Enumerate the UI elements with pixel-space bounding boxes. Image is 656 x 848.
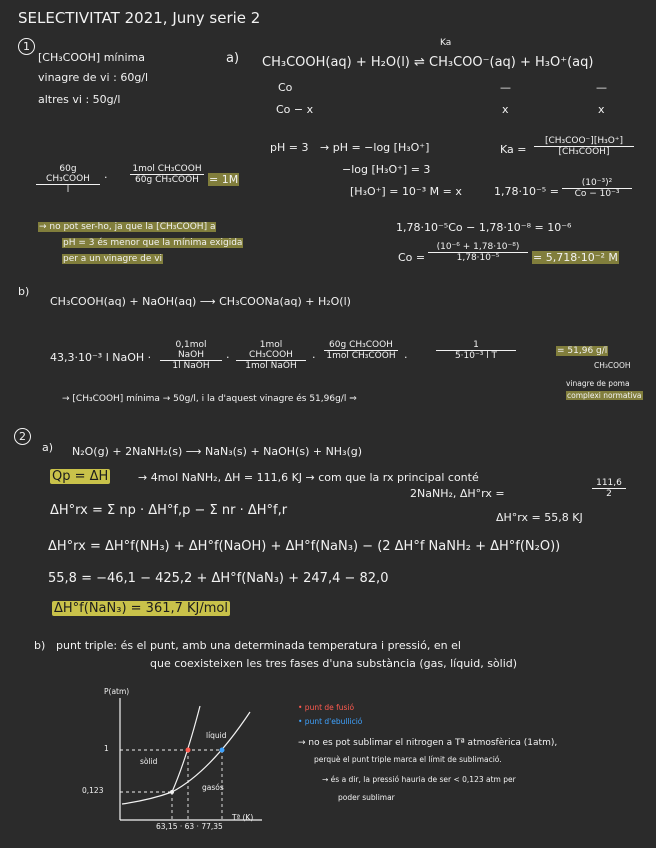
triple-point-def-1: punt triple: és el punt, amb una determinada temperatura i pressió, en el [56,639,461,652]
diagram-x-ticks: 63,15 · 63 · 77,35 [156,822,223,831]
ice-initial: Co [278,81,293,94]
fraction-numerator: 1 [436,340,516,351]
qp-equals-dh: Qp = ΔH [52,469,109,484]
fusion-point-marker [186,748,191,753]
fraction-numerator: 60g CH₃COOH [324,340,398,351]
q2-reaction: N₂O(g) + 2NaNH₂(s) ⟶ NaN₃(s) + NaOH(s) + NH₃(g) [72,445,363,458]
fraction-denominator: 1mol CH₃COOH [326,351,396,361]
explanation-line-2: perquè el punt triple marca el límit de sublimació. [314,755,502,764]
fraction-denominator: l [66,185,70,195]
final-highlight-2: complexi normativa [567,391,642,400]
qp-explanation: → 4mol NaNH₂, ΔH = 111,6 KJ → com que la rx principal conté [138,471,479,484]
neutralization-reaction: CH₃COOH(aq) + NaOH(aq) ⟶ CH₃COONa(aq) + H₂O(l) [50,295,351,308]
explanation-line-1: → no es pot sublimar el nitrogen a Tª atmosfèrica (1atm), [298,738,558,748]
final-highlight-1: vinagre de poma [566,379,630,388]
question-1-number: 1 [18,38,35,55]
question-2-number: 2 [14,428,31,445]
fraction-numerator: [CH₃COO⁻][H₃O⁺] [534,136,634,147]
conclusion-line-1: → no pot ser-ho, ja que la [CH₃COOH] a [39,222,216,232]
titration-start: 43,3·10⁻³ l NaOH · [50,351,152,364]
fraction-denominator: [CH₃COOH] [558,147,610,157]
q2-part-a-label: a) [42,441,54,454]
ph-line-1: → pH = −log [H₃O⁺] [320,141,430,154]
co-lhs: Co = [398,251,426,264]
boiling-point-marker [220,748,225,753]
diagram-x-axis-label: Tª (K) [232,813,254,822]
explanation-line-3: → és a dir, la pressió hauria de ser < 0,123 atm per [322,775,516,784]
conclusion-line-2: pH = 3 és menor que la mínima exigida [63,238,243,248]
ka-solve-line: 1,78·10⁻⁵Co − 1,78·10⁻⁸ = 10⁻⁶ [396,221,572,234]
triple-point-marker [170,790,174,794]
equilibrium-reaction: CH₃COOH(aq) + H₂O(l) ⇌ CH₃COO⁻(aq) + H₃O⁺(aq) [262,55,594,70]
fraction-denominator: 5·10⁻³ l T [454,351,498,361]
final-conclusion: → [CH₃COOH] mínima → 50g/l, i la d'aquest vinagre és 51,96g/l ⇒ [62,394,357,404]
legend-boiling: • punt d'ebullició [298,717,363,726]
part-a-label: a) [226,51,240,66]
fraction-numerator: 111,6 [592,478,626,489]
ka-expression-lhs: Ka = [500,143,527,156]
diagram-tick-0123: 0,123 [82,786,104,795]
q2-answer: ΔH°f(NaN₃) = 361,7 KJ/mol [54,601,228,616]
legend-fusion: • punt de fusió [298,703,355,712]
ka-value-lhs: 1,78·10⁻⁵ = [494,185,559,198]
q2-part-b-label: b) [34,639,46,652]
fraction-denominator: 60g CH₃COOH [135,175,199,185]
co-result: = 5,718·10⁻² M [533,251,618,264]
ice-dash-2: — [596,81,607,94]
dh-reaction-result: ΔH°rx = 55,8 KJ [496,511,583,524]
fraction-numerator: 1mol CH₃COOH [130,164,204,175]
fraction-denominator: 1,78·10⁻⁵ [456,253,500,263]
diagram-region-solid: sòlid [140,757,158,766]
fraction-denominator: 2 [606,489,612,499]
fraction-numerator: 1mol CH₃COOH [236,340,306,361]
ph-given: pH = 3 [270,141,309,154]
ka-arrow-label: Ka [440,38,452,48]
ice-dash-1: — [500,81,511,94]
qp-explanation-2: 2NaNH₂, ΔH°rx = [410,487,505,500]
titration-result: = 51,96 g/l [557,346,608,356]
diagram-tick-1: 1 [104,744,109,753]
fraction-numerator: 60g CH₃COOH [36,164,100,185]
diagram-region-gas: gasós [202,783,224,792]
diagram-region-liquid: líquid [206,731,227,740]
triple-point-def-2: que coexisteixen les tres fases d'una substància (gas, líquid, sòlid) [150,657,518,670]
part-b-label: b) [18,285,30,298]
ice-x-1: x [502,103,509,116]
conclusion-line-3: per a un vinagre de vi [63,254,163,264]
hess-law: ΔH°rx = Σ np · ΔH°f,p − Σ nr · ΔH°f,r [50,503,288,518]
fraction-numerator: (10⁻⁶ + 1,78·10⁻⁸) [428,242,528,253]
ice-x-2: x [598,103,605,116]
explanation-line-4: poder sublimar [338,793,395,802]
diagram-y-axis-label: P(atm) [104,687,130,696]
hess-expanded: ΔH°rx = ΔH°f(NH₃) + ΔH°f(NaOH) + ΔH°f(NaN₃) − (2 ΔH°f NaNH₂ + ΔH°f(N₂O)) [48,539,561,554]
fraction-numerator: 0,1mol NaOH [160,340,222,361]
fraction-denominator: 1l NaOH [172,361,210,371]
given-line-2: vinagre de vi : 60g/l [38,71,149,84]
hess-numeric: 55,8 = −46,1 − 425,2 + ΔH°f(NaN₃) + 247,4 − 82,0 [48,571,389,586]
ph-line-2: −log [H₃O⁺] = 3 [342,163,431,176]
conversion-result: = 1M [209,173,239,186]
ice-equilibrium: Co − x [276,103,314,116]
fraction-numerator: (10⁻³)² [562,178,632,189]
page-title: SELECTIVITAT 2021, Juny serie 2 [18,9,261,27]
given-line-3: altres vi : 50g/l [38,93,121,106]
fraction-denominator: Co − 10⁻³ [574,189,620,199]
given-line-1: [CH₃COOH] mínima [38,51,145,64]
ph-line-3: [H₃O⁺] = 10⁻³ M = x [350,185,462,198]
titration-result-unit: CH₃COOH [594,361,631,370]
fraction-denominator: 1mol NaOH [245,361,297,371]
